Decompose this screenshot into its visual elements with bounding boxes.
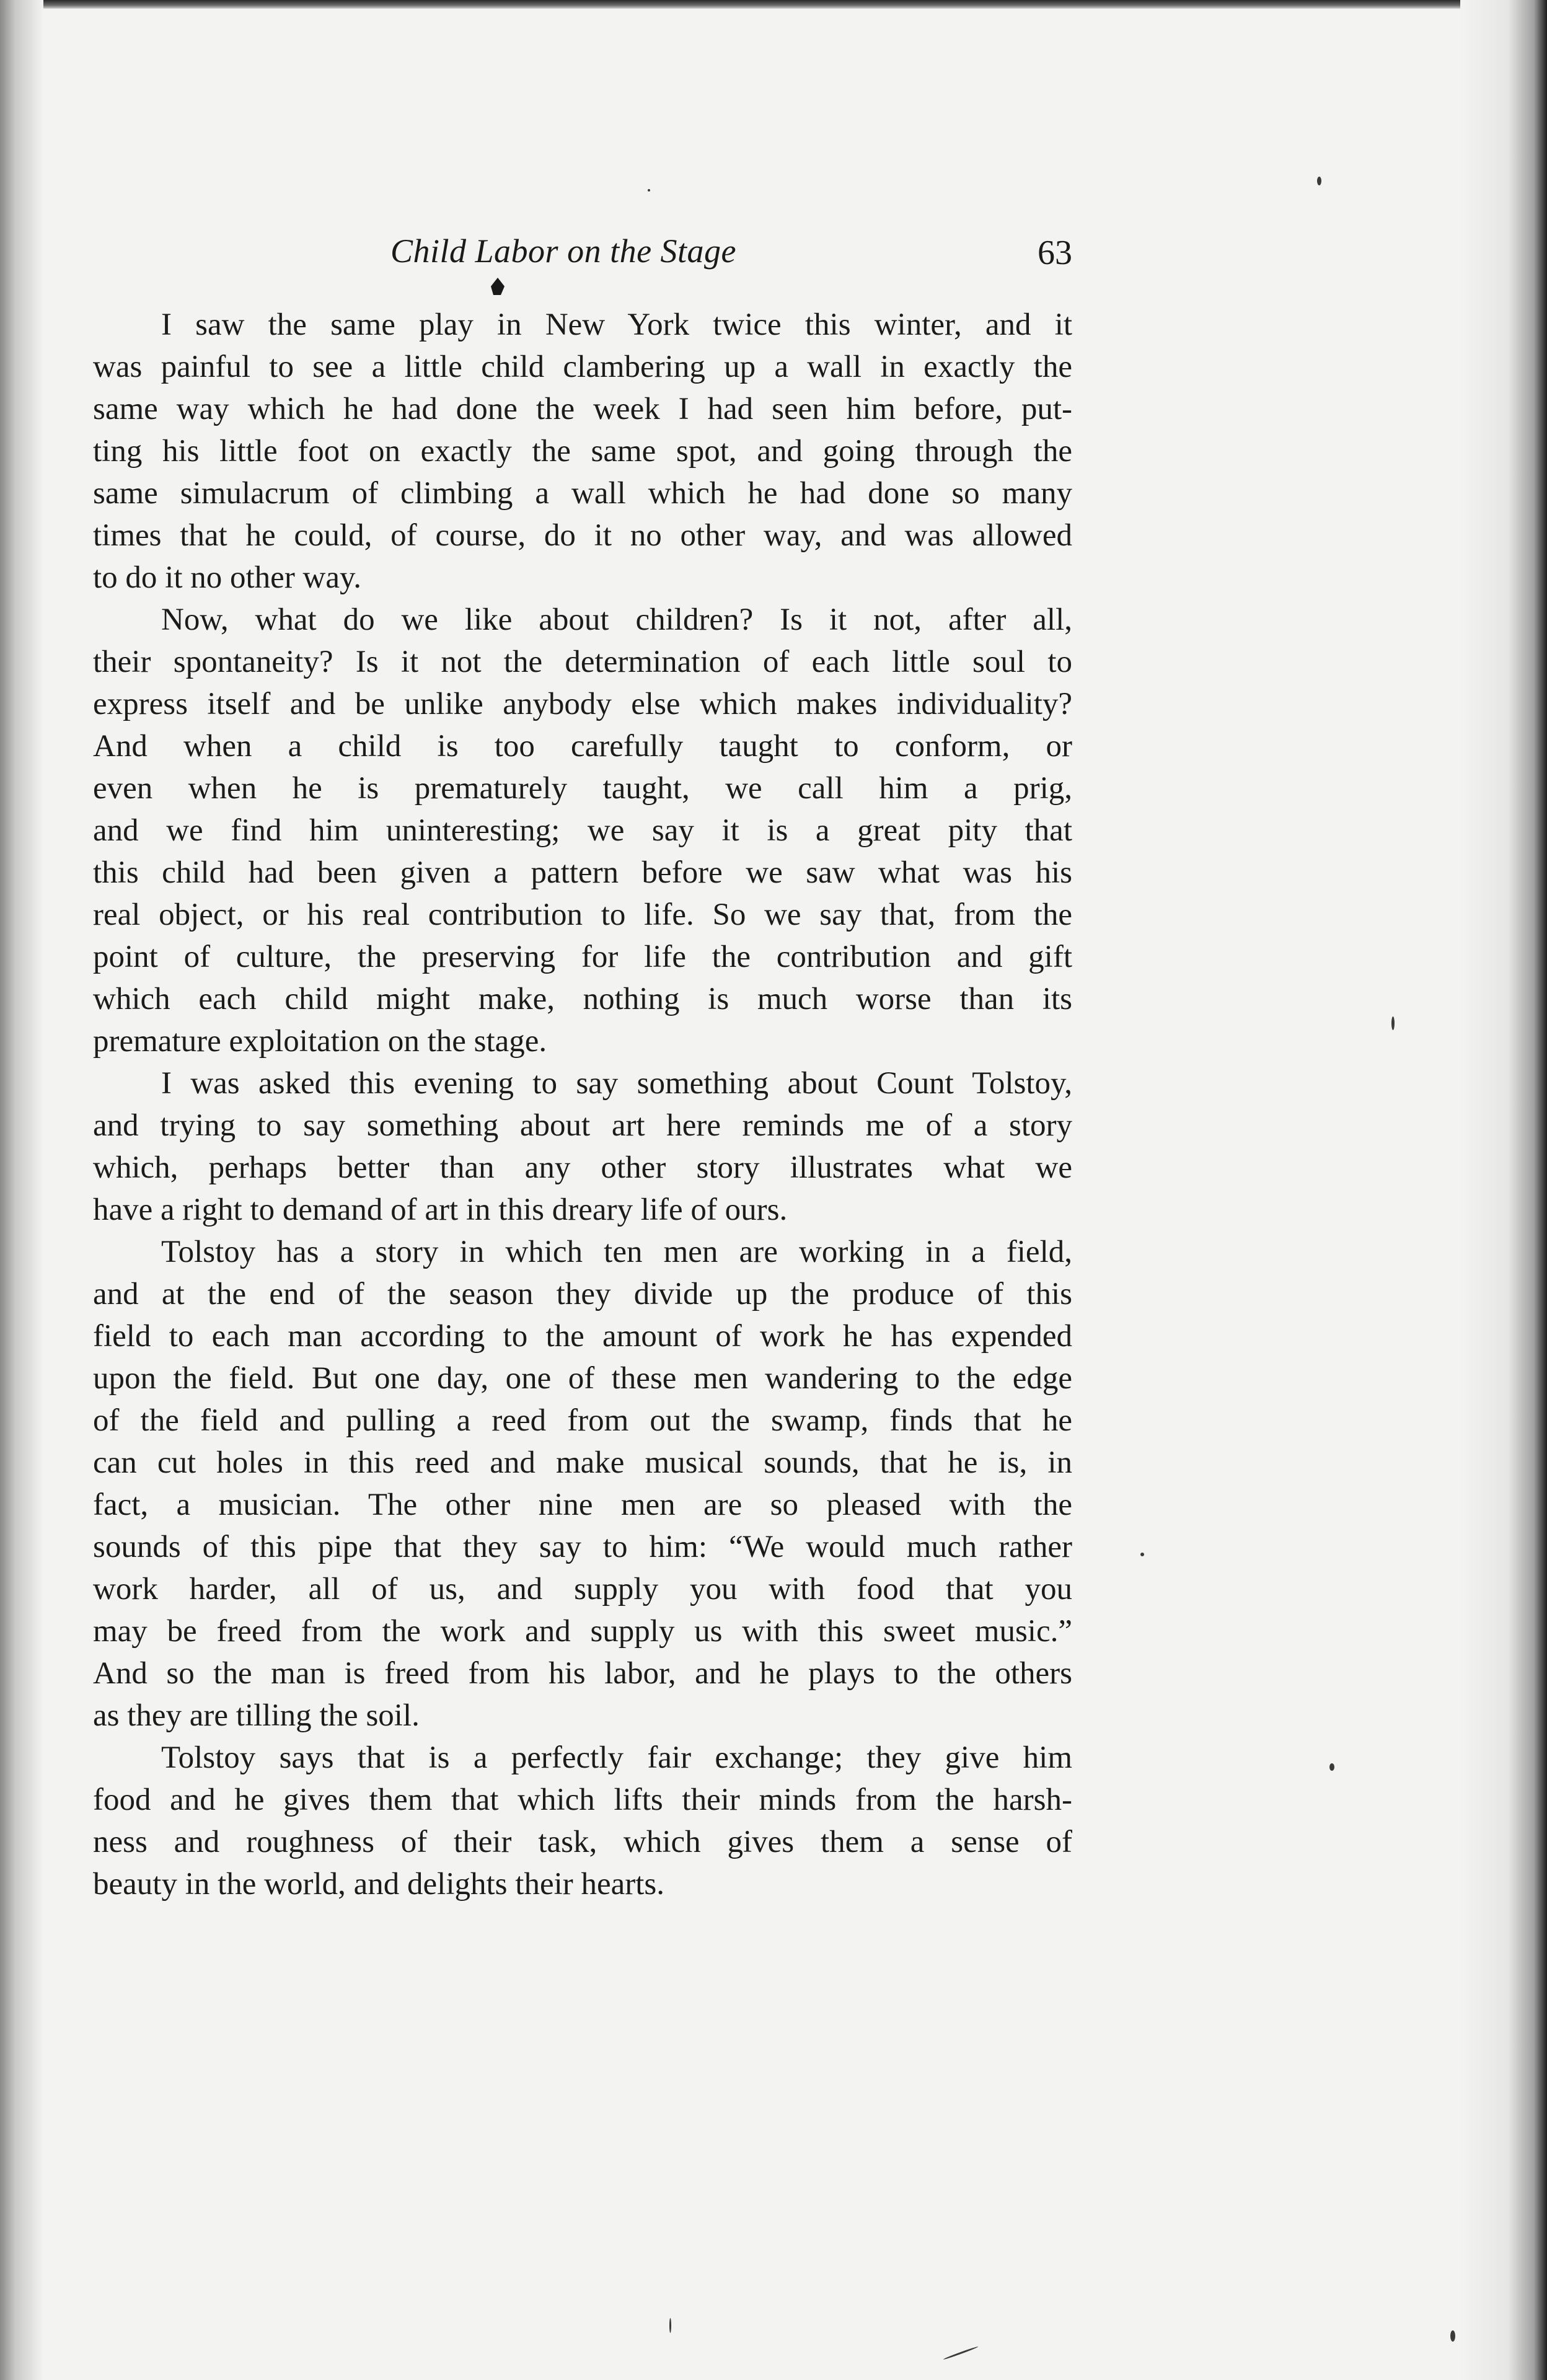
scan-top-border: [0, 0, 1547, 9]
text-line: beauty in the world, and delights their hearts.: [93, 1867, 665, 1902]
paragraph: [93, 1737, 1072, 1905]
text-line: I saw the same play in New York twice this winter, and it: [161, 307, 1072, 342]
text-line: as they are tilling the soil.: [93, 1698, 420, 1733]
scan-right-shadow: [1460, 0, 1547, 2380]
paragraph: [93, 599, 1072, 1062]
text-line: I was asked this evening to say something about Count Tolstoy,: [161, 1066, 1072, 1101]
scan-speck: [1391, 1016, 1395, 1030]
text-line: of the field and pulling a reed from out the swamp, finds that he: [93, 1403, 1072, 1438]
text-line: have a right to demand of art in this dreary life of ours.: [93, 1192, 788, 1227]
text-line: ness and roughness of their task, which gives them a sense of: [93, 1825, 1072, 1859]
text-line: fact, a musician. The other nine men are so pleased with the: [93, 1488, 1072, 1522]
text-line: their spontaneity? Is it not the determination of each little soul to: [93, 645, 1072, 679]
text-line: Tolstoy says that is a perfectly fair exchange; they give him: [161, 1740, 1072, 1775]
text-line: which, perhaps better than any other story illustrates what we: [93, 1150, 1072, 1185]
ink-blot-icon: [490, 278, 506, 296]
text-line: express itself and be unlike anybody else which makes individuality?: [93, 687, 1072, 721]
paragraph: [93, 1062, 1072, 1231]
text-line: And so the man is freed from his labor, and he plays to the others: [93, 1656, 1072, 1691]
text-line: and trying to say something about art here reminds me of a story: [93, 1108, 1072, 1143]
running-title: Child Labor on the Stage: [390, 232, 737, 270]
scan-speck: [669, 2318, 671, 2333]
scan-speck: [1140, 1553, 1144, 1556]
text-line: sounds of this pipe that they say to him: “We would much rather: [93, 1530, 1072, 1564]
text-line: which each child might make, nothing is much worse than its: [93, 982, 1072, 1016]
page-header: [93, 223, 1072, 279]
scan-left-shadow: [0, 0, 43, 2380]
text-line: field to each man according to the amount of work he has expended: [93, 1319, 1072, 1354]
text-line: Tolstoy has a story in which ten men are working in a field,: [161, 1235, 1072, 1269]
text-line: this child had been given a pattern before we saw what was his: [93, 855, 1072, 890]
text-line: real object, or his real contribution to life. So we say that, from the: [93, 897, 1072, 932]
scan-speck: [1317, 177, 1321, 185]
paragraph: [93, 304, 1072, 599]
text-line: And when a child is too carefully taught to conform, or: [93, 729, 1072, 764]
text-line: can cut holes in this reed and make musical sounds, that he is, in: [93, 1445, 1072, 1480]
scan-speck: [648, 189, 650, 192]
text-line: same way which he had done the week I had seen him before, put-: [93, 392, 1072, 426]
text-line: even when he is prematurely taught, we call him a prig,: [93, 771, 1072, 806]
text-line: same simulacrum of climbing a wall which he had done so many: [93, 476, 1072, 511]
text-line: upon the field. But one day, one of these men wandering to the edge: [93, 1361, 1072, 1396]
text-line: premature exploitation on the stage.: [93, 1024, 547, 1059]
page-number: 63: [1038, 234, 1072, 272]
text-line: ting his little foot on exactly the same spot, and going through the: [93, 434, 1072, 469]
text-line: times that he could, of course, do it no other way, and was allowed: [93, 518, 1072, 553]
text-line: to do it no other way.: [93, 560, 361, 595]
text-line: was painful to see a little child clambering up a wall in exactly the: [93, 350, 1072, 384]
text-line: work harder, all of us, and supply you with food that you: [93, 1572, 1072, 1606]
text-line: point of culture, the preserving for life the contribution and gift: [93, 940, 1072, 974]
body-text: [93, 304, 1072, 1905]
text-line: may be freed from the work and supply us with this sweet music.”: [93, 1614, 1072, 1649]
paragraph: [93, 1231, 1072, 1737]
scan-speck: [943, 2346, 978, 2360]
text-line: Now, what do we like about children? Is it not, after all,: [161, 602, 1072, 637]
text-line: and at the end of the season they divide up the produce of this: [93, 1277, 1072, 1311]
text-line: food and he gives them that which lifts their minds from the harsh-: [93, 1783, 1072, 1817]
text-line: and we find him uninteresting; we say it is a great pity that: [93, 813, 1072, 848]
scan-speck: [1329, 1763, 1334, 1771]
scan-speck: [1450, 2330, 1455, 2342]
